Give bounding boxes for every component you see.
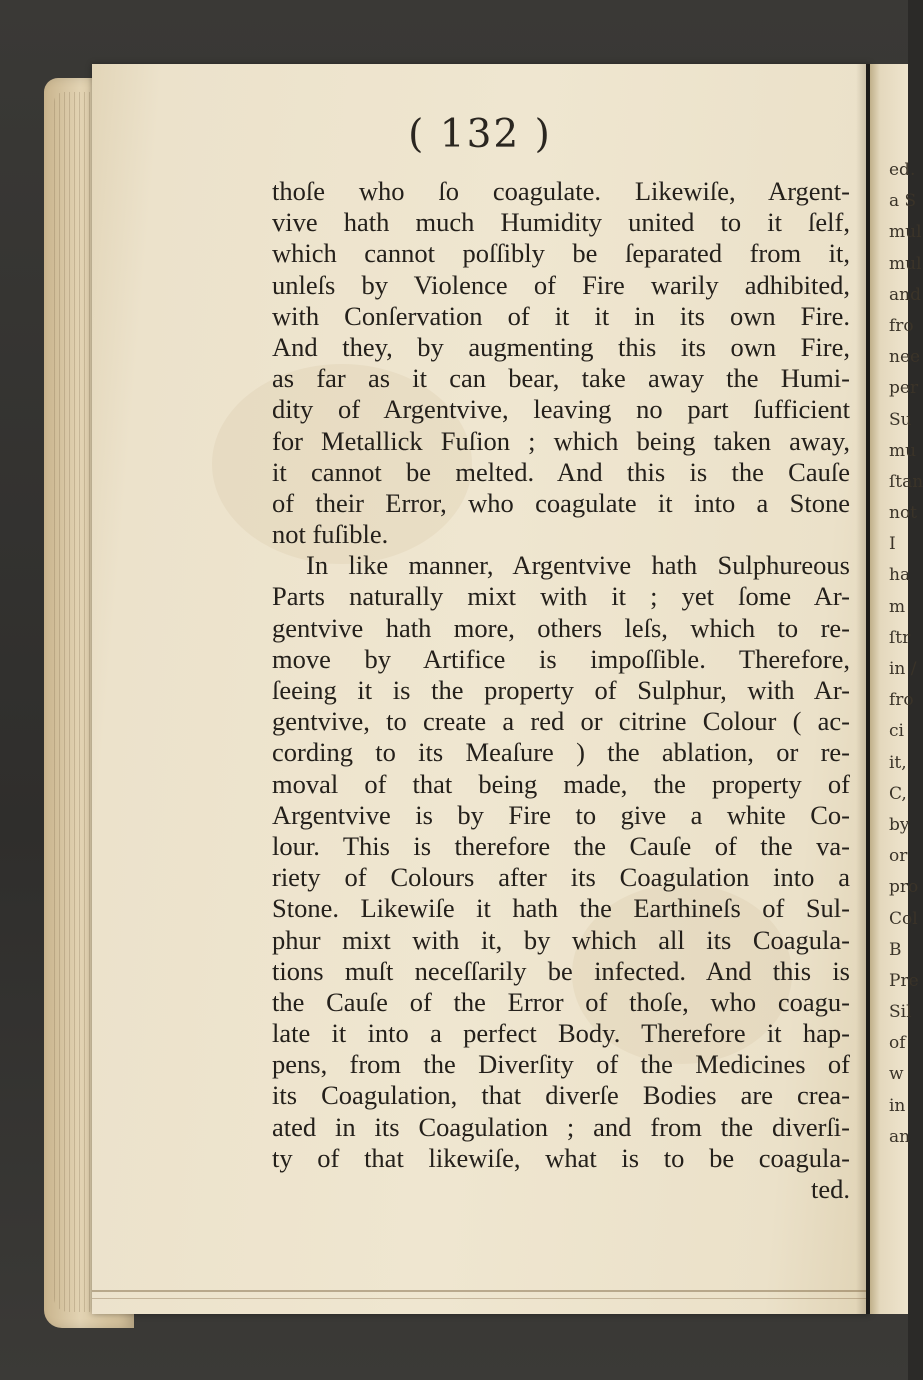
text-line: ated in its Coagulation ; and from the diverſi- bbox=[272, 1111, 850, 1142]
facing-page-fragment: fro bbox=[889, 315, 914, 336]
text-line: phur mixt with it, by which all its Coagula- bbox=[272, 924, 850, 955]
facing-page-fragment: Col bbox=[889, 908, 918, 929]
facing-page-fragment: m bbox=[889, 596, 906, 617]
facing-page-fragment: ſtan bbox=[889, 471, 923, 492]
text-line: move by Artifice is impoſſible. Therefore, bbox=[272, 643, 850, 674]
text-line: pens, from the Diverſity of the Medicines of bbox=[272, 1049, 850, 1080]
text-line: it cannot be melted. And this is the Cauſe bbox=[272, 456, 850, 487]
facing-page-fragment: I bbox=[889, 534, 896, 555]
text-line: for Metallick Fuſion ; which being taken away, bbox=[272, 425, 850, 456]
facing-page-fragment: an bbox=[889, 1126, 911, 1147]
text-line: which cannot poſſibly be ſeparated from it, bbox=[272, 238, 850, 269]
facing-page-fragment: and bbox=[889, 284, 921, 305]
text-line: vive hath much Humidity united to it ſelf, bbox=[272, 207, 850, 238]
text-line: thoſe who ſo coagulate. Likewiſe, Argent- bbox=[272, 176, 850, 206]
facing-page-fragment: mul bbox=[889, 222, 922, 243]
facing-page-fragment: Su bbox=[889, 409, 912, 430]
facing-page-fragment: by bbox=[889, 814, 910, 835]
text-line: unleſs by Violence of Fire warily adhibited, bbox=[272, 269, 850, 300]
facing-page-fragment: w bbox=[889, 1064, 904, 1085]
facing-page-fragment: C, bbox=[889, 783, 907, 804]
facing-page-fragment: mu bbox=[889, 440, 917, 461]
facing-page-fragment: pro bbox=[889, 877, 919, 898]
facing-page-fragment: a S bbox=[889, 191, 917, 212]
facing-page-fragment: in bbox=[889, 1095, 906, 1116]
text-line: Argentvive is by Fire to give a white Co- bbox=[272, 799, 850, 830]
text-line: riety of Colours after its Coagulation into a bbox=[272, 862, 850, 893]
facing-page-fragment: nee bbox=[889, 347, 921, 368]
text-line: ty of that likewiſe, what is to be coagula- bbox=[272, 1142, 850, 1173]
facing-page-fragment: or bbox=[889, 846, 908, 867]
text-line: its Coagulation, that diverſe Bodies are crea- bbox=[272, 1080, 850, 1111]
facing-page-fragment: not bbox=[889, 503, 918, 524]
facing-page-fragment: per bbox=[889, 378, 919, 399]
text-line: lour. This is therefore the Cauſe of the va- bbox=[272, 830, 850, 861]
facing-page-fragment: ed. bbox=[889, 160, 916, 180]
text-line: ted. bbox=[811, 1174, 850, 1204]
facing-page-fragment: of bbox=[889, 1033, 906, 1054]
page-divider bbox=[866, 64, 870, 1314]
text-line: cording to its Meaſure ) the ablation, or re- bbox=[272, 737, 850, 768]
text-line: In like manner, Argentvive hath Sulphureous bbox=[306, 550, 850, 581]
facing-page-fragment: B bbox=[889, 939, 902, 960]
page-bottom-rule bbox=[92, 1290, 870, 1292]
text-line: And they, by augmenting this its own Fire, bbox=[272, 331, 850, 362]
facing-page-fragment: fro bbox=[889, 690, 914, 711]
page-bottom-rule bbox=[92, 1298, 870, 1299]
page-number: ( 132 ) bbox=[408, 112, 552, 157]
text-line: Parts naturally mixt with it ; yet ſome Ar- bbox=[272, 581, 850, 612]
text-line: gentvive, to create a red or citrine Colour ( ac- bbox=[272, 706, 850, 737]
text-line: tions muſt neceſſarily be infected. And this is bbox=[272, 955, 850, 986]
facing-page-fragment: Sil bbox=[889, 1002, 912, 1023]
text-line: moval of that being made, the property of bbox=[272, 768, 850, 799]
text-line: ſeeing it is the property of Sulphur, with Ar- bbox=[272, 675, 850, 705]
text-line: with Conſervation of it it in its own Fire. bbox=[272, 300, 850, 331]
text-line: as far as it can bear, take away the Humi- bbox=[272, 363, 850, 394]
text-line: late it into a perfect Body. Therefore it hap- bbox=[272, 1018, 850, 1049]
facing-page-text bbox=[889, 155, 923, 1153]
text-line: gentvive hath more, others leſs, which to re- bbox=[272, 612, 850, 643]
facing-page-fragment: Pre bbox=[889, 970, 919, 991]
facing-page-fragment: ha bbox=[889, 565, 911, 586]
text-line: of their Error, who coagulate it into a Stone bbox=[272, 487, 850, 518]
facing-page-fragment: ci bbox=[889, 721, 904, 742]
facing-page-fragment: mul bbox=[889, 253, 922, 274]
text-line: Stone. Likewiſe it hath the Earthineſs of Sul- bbox=[272, 893, 850, 924]
facing-page-fragment: it, bbox=[889, 752, 907, 773]
facing-page-fragment: in / bbox=[889, 659, 917, 679]
text-line: not fuſible. bbox=[272, 519, 389, 550]
text-line: dity of Argentvive, leaving no part ſufficient bbox=[272, 394, 850, 425]
text-line: the Cauſe of the Error of thoſe, who coagu- bbox=[272, 986, 850, 1017]
facing-page-fragment: ſtr bbox=[889, 627, 911, 648]
body-text bbox=[272, 176, 850, 1205]
